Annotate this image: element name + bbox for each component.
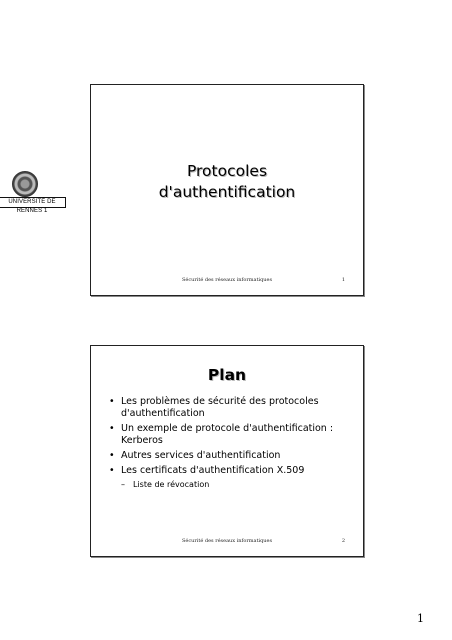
bullet-item: [105, 465, 355, 490]
slide-1: [90, 84, 364, 296]
slide-2-title: Plan: [207, 366, 247, 384]
slide-2-number: 2: [341, 538, 345, 544]
bullet-item: • Les problèmes de sécurité des protocoles d'authentification: [105, 396, 355, 420]
bullet-item-text: Les certificats d'authentification X.509: [121, 465, 305, 476]
slide-1-title-line-1: Protocoles: [186, 162, 268, 180]
sub-bullet-list: [121, 479, 355, 490]
bullet-item: • Autres services d'authentification: [105, 450, 355, 462]
slide-1-title: [91, 161, 363, 203]
sub-bullet-item: – Liste de révocation: [121, 479, 355, 490]
slide-1-number: 1: [341, 277, 345, 283]
slide-2: [90, 345, 364, 557]
slide-2-footer: Sécurité des réseaux informatiques: [181, 538, 273, 544]
slide-1-title-line-2: d'authentification: [158, 183, 296, 201]
university-logo-text: UNIVERSITÉ DE RENNES 1: [0, 197, 66, 208]
bullet-item: • Un exemple de protocole d'authentification : Kerberos: [105, 423, 355, 447]
university-logo: [0, 171, 64, 214]
slide-1-footer: Sécurité des réseaux informatiques: [181, 277, 273, 283]
page-number: 1: [417, 612, 424, 625]
university-seal-icon: [12, 171, 38, 197]
slide-2-bullet-list: [105, 396, 355, 493]
